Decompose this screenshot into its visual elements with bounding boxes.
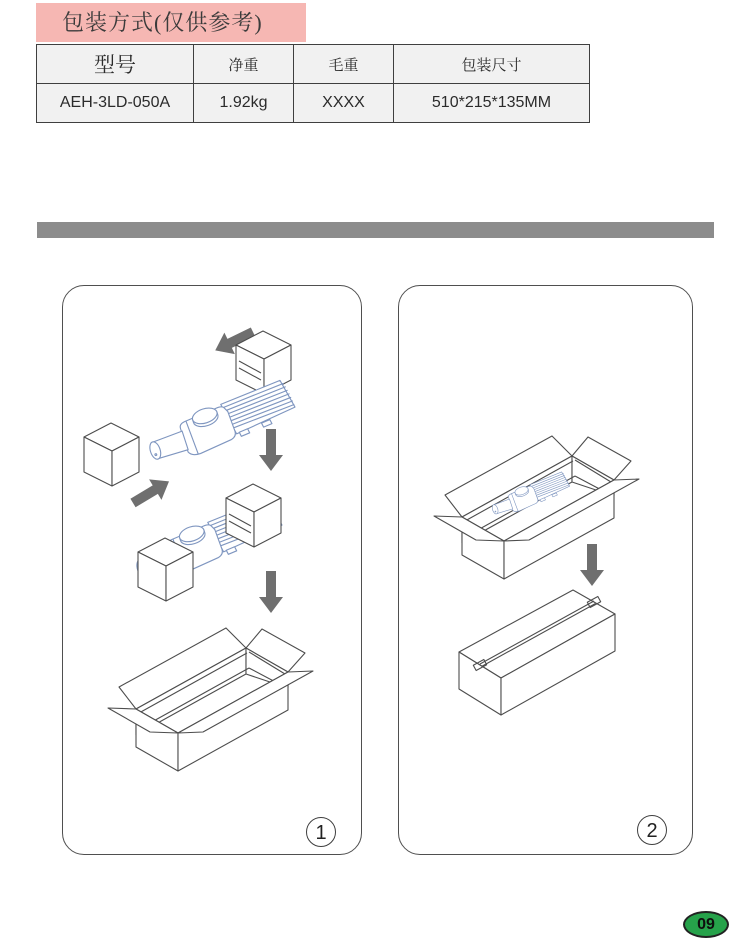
table-row (37, 84, 590, 123)
page-title-banner (36, 3, 306, 42)
header-net-weight: 净重 (194, 45, 294, 84)
foam-end-cap (138, 538, 193, 601)
table-header-row (37, 45, 590, 84)
down-arrow-icon (259, 429, 283, 471)
closed-carton-drawing (459, 590, 615, 715)
page-number-badge (683, 911, 729, 938)
header-package-size: 包装尺寸 (394, 45, 590, 84)
page-number: 09 (697, 916, 715, 933)
cell-net-weight: 1.92kg (194, 84, 294, 123)
packing-step-panel-2 (398, 285, 693, 855)
header-model: 型号 (37, 45, 194, 84)
open-carton-with-lamp-drawing (434, 436, 639, 579)
packing-step-1-drawing (63, 286, 360, 853)
packaging-spec-table (36, 44, 590, 123)
open-carton-drawing (434, 436, 639, 579)
foam-end-cap (226, 484, 281, 547)
insert-direction-arrow-icon (127, 471, 175, 513)
open-carton-drawing (108, 628, 313, 771)
down-arrow-icon (259, 571, 283, 613)
header-gross-weight: 毛重 (294, 45, 394, 84)
foam-end-cap (84, 423, 139, 486)
cell-model: AEH-3LD-050A (37, 84, 194, 123)
step-number-badge: 1 (306, 817, 336, 847)
cell-package-size: 510*215*135MM (394, 84, 590, 123)
section-divider-bar (37, 222, 714, 238)
cell-gross-weight: XXXX (294, 84, 394, 123)
page-title: 包装方式(仅供参考) (62, 10, 263, 35)
packing-step-2-drawing (399, 286, 691, 853)
step-number-badge: 2 (637, 815, 667, 845)
down-arrow-icon (580, 544, 604, 586)
packing-step-panel-1 (62, 285, 362, 855)
